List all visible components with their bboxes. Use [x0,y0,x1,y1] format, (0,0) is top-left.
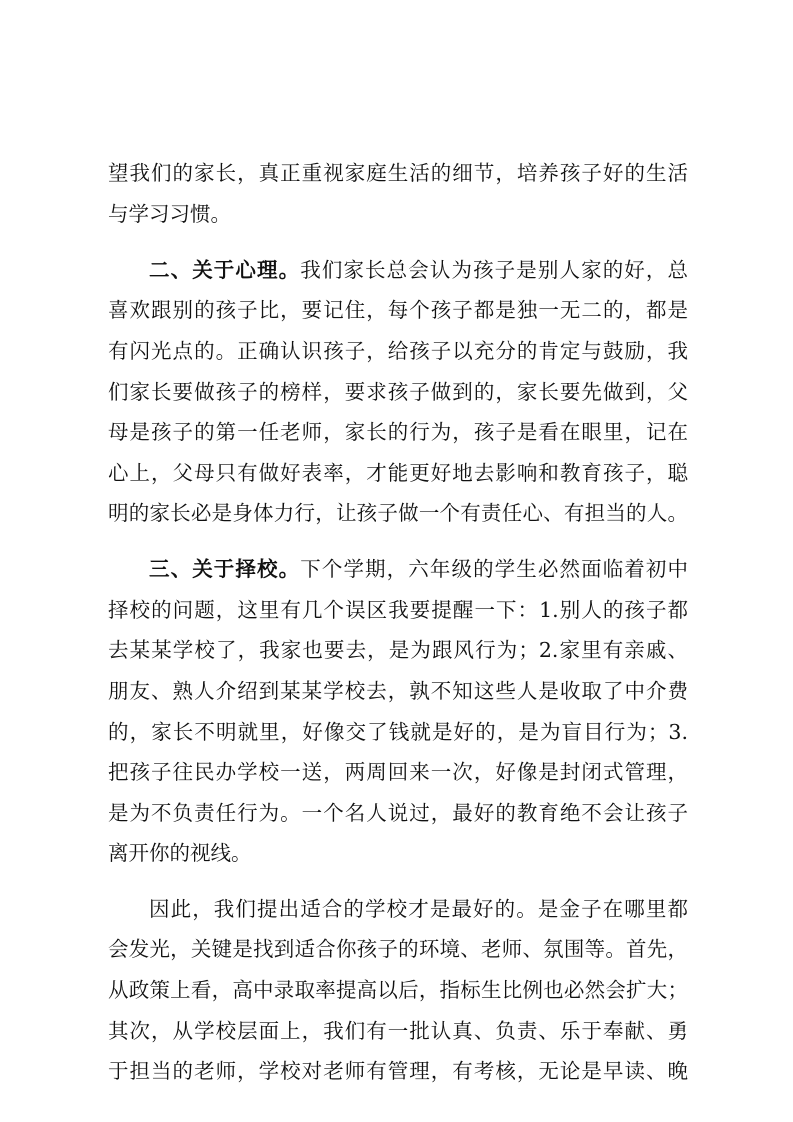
section-heading-school-choice: 三、关于择校。 [149,557,301,581]
paragraph-2-line-5: 母是孩子的第一任老师，家长的行为，孩子是看在眼里，记在 [108,420,688,444]
paragraph-2-line-1 [149,255,688,285]
paragraph-3-line-2: 择校的问题，这里有几个误区我要提醒一下：1.别人的孩子都 [108,598,688,622]
paragraph-3-line-7: 是为不负责任行为。一个名人说过，最好的教育绝不会让孩子 [108,801,688,825]
paragraph-4-line-2: 会发光，关键是找到适合你孩子的环境、老师、氛围等。首先， [108,937,688,961]
section-heading-psychology: 二、关于心理。 [149,258,301,282]
paragraph-3-line-6: 把孩子往民办学校一送，两周回来一次，好像是封闭式管理， [108,760,688,784]
paragraph-4-line-3: 从政策上看，高中录取率提高以后，指标生比例也必然会扩大； [108,978,688,1002]
paragraph-2-line-6: 心上，父母只有做好表率，才能更好地去影响和教育孩子，聪 [108,461,688,485]
paragraph-3-line-1 [149,554,688,584]
paragraph-2-line-2: 喜欢跟别的孩子比，要记住，每个孩子都是独一无二的，都是 [108,298,688,322]
paragraph-2-line-1-text: 我们家长总会认为孩子是别人家的好，总 [300,258,689,282]
paragraph-1-line-1: 望我们的家长，真正重视家庭生活的细节，培养孩子好的生活 [108,161,688,185]
paragraph-4-line-5: 于担当的老师，学校对老师有管理，有考核，无论是早读、晚 [108,1059,688,1083]
paragraph-2-line-7: 明的家长必是身体力行，让孩子做一个有责任心、有担当的人。 [108,501,688,525]
paragraph-3-line-5: 的，家长不明就里，好像交了钱就是好的，是为盲目行为；3. [108,720,688,744]
paragraph-1-line-2: 与学习习惯。 [108,202,231,226]
paragraph-2-line-3: 有闪光点的。正确认识孩子，给孩子以充分的肯定与鼓励，我 [108,339,688,363]
paragraph-3-line-1-text: 下个学期，六年级的学生必然面临着初中 [300,557,689,581]
paragraph-2-line-4: 们家长要做孩子的榜样，要求孩子做到的，家长要先做到，父 [108,380,688,404]
paragraph-3-line-4: 朋友、熟人介绍到某某学校去，孰不知这些人是收取了中介费 [108,679,688,703]
paragraph-3-line-8: 离开你的视线。 [108,841,252,865]
paragraph-3-line-3: 去某某学校了，我家也要去，是为跟风行为；2.家里有亲戚、 [108,638,688,662]
paragraph-4-line-1: 因此，我们提出适合的学校才是最好的。是金子在哪里都 [149,897,688,921]
paragraph-4-line-4: 其次，从学校层面上，我们有一批认真、负责、乐于奉献、勇 [108,1019,688,1043]
